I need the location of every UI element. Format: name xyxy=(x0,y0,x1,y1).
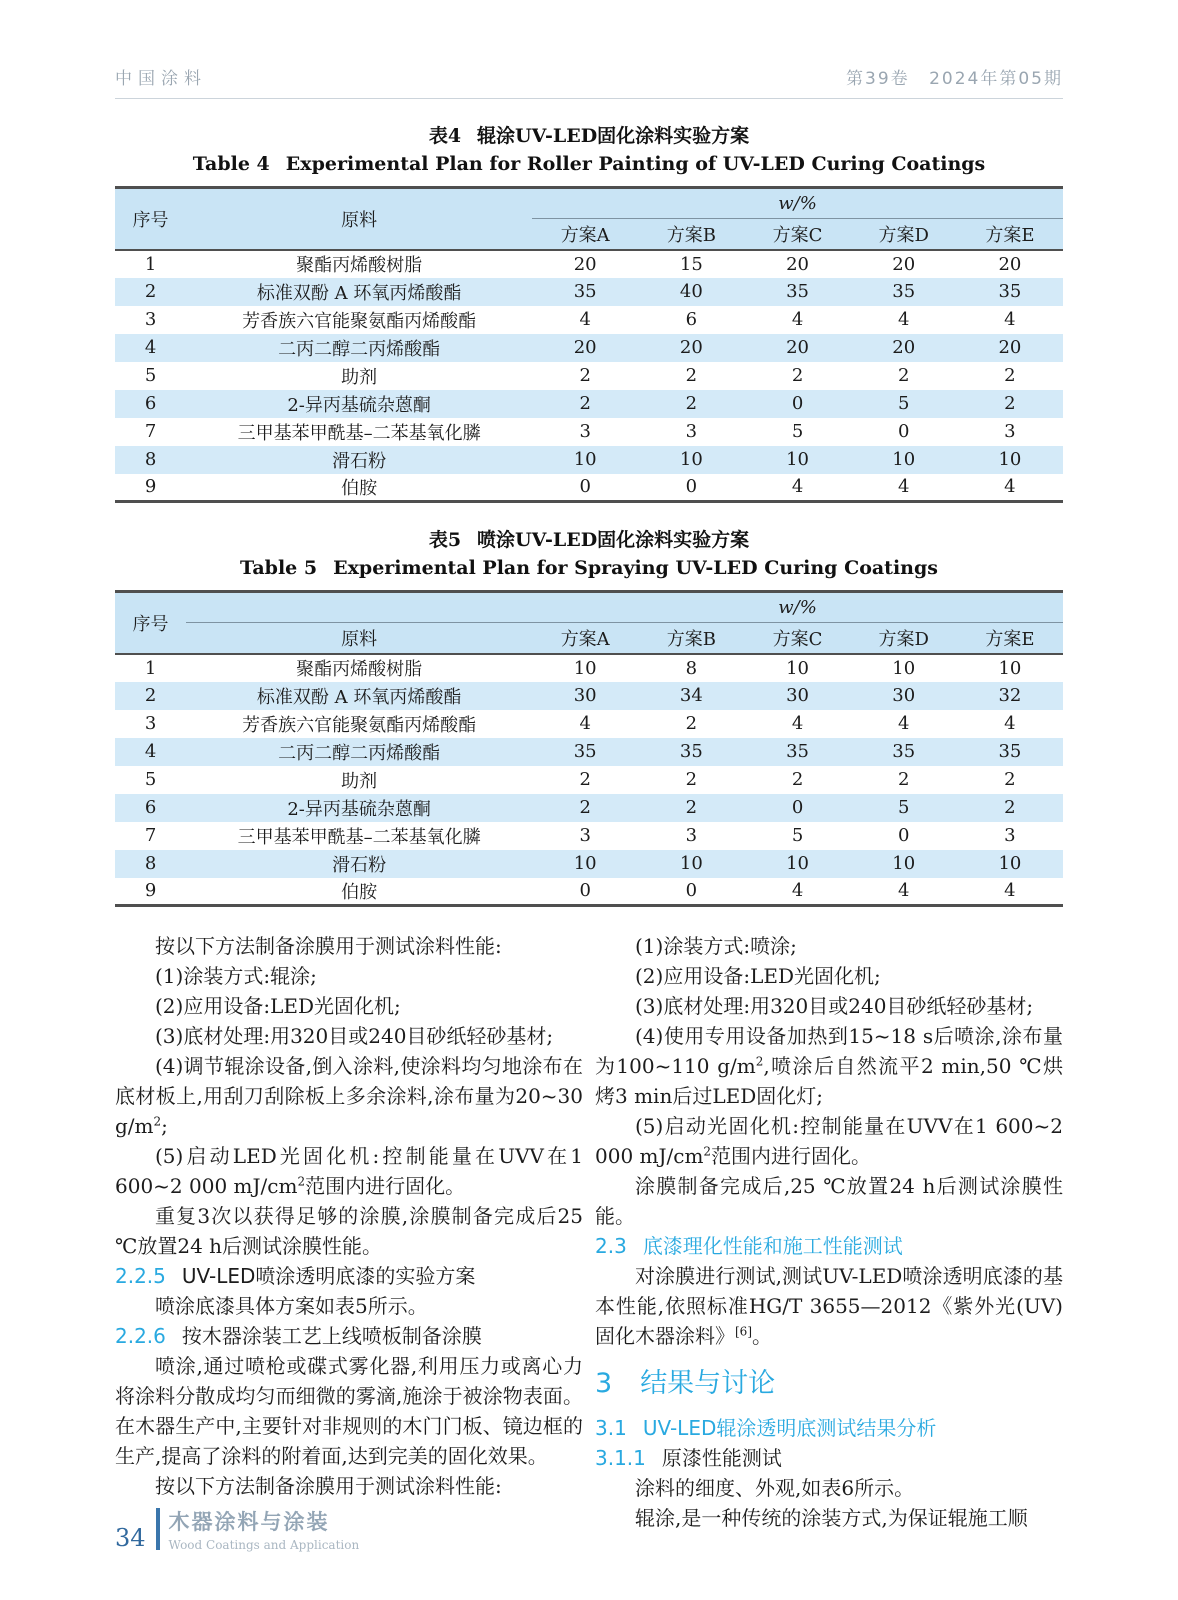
cell-value: 10 xyxy=(744,446,850,474)
cell-value: 35 xyxy=(851,278,957,306)
cell-value: 3 xyxy=(1004,825,1016,846)
cell-value: 35 xyxy=(744,738,850,766)
cell-value: 4 xyxy=(1004,476,1016,498)
cell-value: 2 xyxy=(897,365,910,386)
cell-value: 2 xyxy=(957,390,1063,418)
column-header-plan: 方案E xyxy=(957,623,1063,654)
cell-material: 三甲基苯甲酰基–二苯基氧化膦 xyxy=(237,826,481,848)
table-row xyxy=(115,334,1063,362)
cell-value: 30 xyxy=(851,682,957,710)
table4-caption xyxy=(115,121,1063,175)
running-header xyxy=(115,0,1063,99)
cell-material: 2-异丙基硫杂蒽酮 xyxy=(186,390,532,418)
cell-value: 35 xyxy=(957,738,1063,766)
paragraph xyxy=(595,1021,1063,1111)
footer-title-en: Wood Coatings and Application xyxy=(168,1538,360,1552)
cell-value: 10 xyxy=(957,850,1063,878)
table-row xyxy=(115,362,1063,390)
column-header-spacer xyxy=(186,592,532,623)
cell-value: 32 xyxy=(957,682,1063,710)
cell-material: 芳香族六官能聚氨酯丙烯酸酯 xyxy=(242,714,477,736)
table-header-row xyxy=(115,623,1063,654)
column-header-plan: 方案E xyxy=(957,219,1063,250)
superscript: 2 xyxy=(703,1144,712,1159)
table-row xyxy=(115,850,1063,878)
superscript: [6] xyxy=(735,1324,752,1339)
table-row xyxy=(115,474,1063,502)
column-header-plan: 方案C xyxy=(744,623,850,654)
cell-value: 0 xyxy=(897,421,910,442)
column-header-index: 序号 xyxy=(115,592,186,654)
paragraph xyxy=(595,1261,1063,1351)
text-run: 范围内进行固化。 xyxy=(305,1174,466,1198)
table4-title-cn: 辊涂UV-LED固化涂料实验方案 xyxy=(477,125,750,147)
cell-value: 20 xyxy=(744,334,850,362)
cell-material: 助剂 xyxy=(341,366,378,388)
cell-value: 4 xyxy=(1004,713,1016,734)
cell-material: 滑石粉 xyxy=(186,446,532,474)
paragraph xyxy=(115,1051,583,1141)
paragraph xyxy=(595,1111,1063,1171)
cell-value: 2 xyxy=(532,794,638,822)
column-header-plan: 方案C xyxy=(744,219,850,250)
cell-value: 20 xyxy=(851,334,957,362)
paragraph: 重复3次以获得足够的涂膜,涂膜制备完成后25 ℃放置24 h后测试涂膜性能。 xyxy=(115,1204,583,1258)
table-row xyxy=(115,710,1063,738)
cell-material: 芳香族六官能聚氨酯丙烯酸酯 xyxy=(242,310,477,332)
text-column-right xyxy=(595,931,1063,1533)
table4-title-en: Experimental Plan for Roller Painting of UV-LED Curing Coatings xyxy=(285,153,986,175)
paragraph: (1)涂装方式:辊涂; xyxy=(155,964,317,988)
cell-material: 标准双酚 A 环氧丙烯酸酯 xyxy=(186,682,532,710)
cell-index: 8 xyxy=(115,850,186,878)
cell-value: 34 xyxy=(638,682,744,710)
section-number: 3.1.1 xyxy=(595,1446,646,1470)
cell-value: 20 xyxy=(998,253,1022,275)
table-row xyxy=(115,390,1063,418)
table-row xyxy=(115,878,1063,906)
section-heading xyxy=(595,1367,1063,1401)
text-run: 范围内进行固化。 xyxy=(711,1144,872,1168)
superscript: 2 xyxy=(755,1054,764,1069)
table-row xyxy=(115,278,1063,306)
cell-material: 伯胺 xyxy=(341,881,378,903)
cell-value: 40 xyxy=(638,278,744,306)
cell-value: 10 xyxy=(957,446,1063,474)
cell-index: 3 xyxy=(144,713,157,734)
cell-index: 2 xyxy=(115,682,186,710)
cell-value: 4 xyxy=(1004,880,1016,902)
paragraph: 喷涂底漆具体方案如表5所示。 xyxy=(155,1294,428,1318)
text-run: (4)使用专用设备加热到15~18 s后喷涂,涂布量为100~110 g/m xyxy=(595,1024,1063,1078)
paragraph: 按以下方法制备涂膜用于测试涂料性能: xyxy=(155,1474,502,1498)
paragraph xyxy=(115,1141,583,1201)
cell-value: 10 xyxy=(532,446,638,474)
cell-index: 9 xyxy=(144,880,157,902)
cell-value: 15 xyxy=(679,253,703,275)
table5-caption-en xyxy=(115,557,1063,579)
cell-value: 0 xyxy=(685,476,698,498)
cell-material: 二丙二醇二丙烯酸酯 xyxy=(186,334,532,362)
paragraph: (1)涂装方式:喷涂; xyxy=(635,934,797,958)
body-text xyxy=(115,931,1063,1533)
cell-value: 0 xyxy=(685,880,698,902)
cell-index: 9 xyxy=(144,476,157,498)
cell-material: 三甲基苯甲酰基–二苯基氧化膦 xyxy=(237,422,481,444)
cell-value: 4 xyxy=(897,880,910,902)
paragraph: 辊涂,是一种传统的涂装方式,为保证辊施工顺 xyxy=(635,1506,1028,1530)
section-number: 2.2.5 xyxy=(115,1264,166,1288)
cell-value: 20 xyxy=(532,334,638,362)
cell-value: 4 xyxy=(579,309,591,330)
cell-value: 10 xyxy=(892,657,916,679)
section-title: 底漆理化性能和施工性能测试 xyxy=(642,1234,903,1258)
cell-value: 35 xyxy=(638,738,744,766)
cell-value: 5 xyxy=(791,421,804,442)
cell-index: 1 xyxy=(144,657,157,679)
footer-bar xyxy=(156,1508,160,1550)
cell-value: 30 xyxy=(744,682,850,710)
cell-value: 2 xyxy=(791,365,804,386)
cell-material: 滑石粉 xyxy=(186,850,532,878)
issue-info xyxy=(832,64,1063,89)
cell-value: 10 xyxy=(638,446,744,474)
cell-value: 2 xyxy=(685,365,698,386)
cell-value: 10 xyxy=(786,657,809,679)
table4-label-cn: 表4 xyxy=(428,125,462,147)
cell-value: 3 xyxy=(685,825,698,846)
cell-value: 0 xyxy=(744,794,850,822)
superscript: 2 xyxy=(153,1114,162,1129)
table4-caption-en xyxy=(115,153,1063,175)
cell-value: 8 xyxy=(685,657,698,679)
cell-index: 2 xyxy=(115,278,186,306)
table-header xyxy=(115,188,1063,250)
cell-value: 2 xyxy=(685,713,698,734)
cell-value: 3 xyxy=(685,421,698,442)
cell-value: 2 xyxy=(638,794,744,822)
text-column-left xyxy=(115,931,583,1533)
table-row xyxy=(115,794,1063,822)
cell-value: 5 xyxy=(851,390,957,418)
table-header-row xyxy=(115,592,1063,623)
cell-value: 6 xyxy=(685,309,698,330)
section-heading xyxy=(115,1321,583,1351)
cell-value: 10 xyxy=(998,657,1022,679)
cell-value: 4 xyxy=(579,713,591,734)
text-run: (5)启动光固化机:控制能量在UVV在1 600~2 000 mJ/cm xyxy=(595,1114,1063,1168)
column-header-material: 原料 xyxy=(186,623,532,654)
paragraph: (3)底材处理:用320目或240目砂纸轻砂基材; xyxy=(155,1024,554,1048)
cell-value: 10 xyxy=(744,850,850,878)
cell-material: 2-异丙基硫杂蒽酮 xyxy=(186,794,532,822)
cell-material: 二丙二醇二丙烯酸酯 xyxy=(186,738,532,766)
cell-value: 2 xyxy=(579,769,591,790)
table-row xyxy=(115,250,1063,278)
paragraph: 按以下方法制备涂膜用于测试涂料性能: xyxy=(155,934,502,958)
cell-value: 4 xyxy=(897,476,910,498)
table-header-row xyxy=(115,188,1063,219)
text-run: ; xyxy=(161,1114,168,1138)
section-title: UV-LED喷涂透明底漆的实验方案 xyxy=(181,1264,476,1288)
cell-index: 4 xyxy=(115,334,186,362)
cell-material: 助剂 xyxy=(341,770,378,792)
cell-value: 4 xyxy=(791,880,804,902)
paragraph: (3)底材处理:用320目或240目砂纸轻砂基材; xyxy=(635,994,1034,1018)
cell-value: 0 xyxy=(897,825,910,846)
table-row xyxy=(115,654,1063,682)
section-number: 3.1 xyxy=(595,1416,627,1440)
cell-value: 30 xyxy=(532,682,638,710)
section-number: 2.3 xyxy=(595,1234,627,1258)
cell-value: 3 xyxy=(579,421,591,442)
cell-material: 标准双酚 A 环氧丙烯酸酯 xyxy=(186,278,532,306)
table-body xyxy=(115,654,1063,906)
section-heading xyxy=(595,1413,1063,1443)
cell-index: 4 xyxy=(115,738,186,766)
table5-label-en: Table 5 xyxy=(240,557,318,579)
column-header-index: 序号 xyxy=(115,188,186,250)
paragraph: (2)应用设备:LED光固化机; xyxy=(635,964,881,988)
page-number: 34 xyxy=(115,1524,146,1552)
table5-caption xyxy=(115,525,1063,579)
column-header-plan: 方案A xyxy=(532,219,638,250)
table-row xyxy=(115,822,1063,850)
issue-number: 2024年第05期 xyxy=(929,69,1063,89)
section-heading xyxy=(595,1443,1063,1473)
section-number: 2.2.6 xyxy=(115,1324,166,1348)
cell-value: 5 xyxy=(851,794,957,822)
journal-name: 中国涂料 xyxy=(115,69,207,89)
cell-value: 10 xyxy=(573,657,597,679)
superscript: 2 xyxy=(297,1174,306,1189)
paragraph: 涂膜制备完成后,25 ℃放置24 h后测试涂膜性能。 xyxy=(595,1174,1063,1228)
section-heading xyxy=(595,1231,1063,1261)
column-header-plan: 方案B xyxy=(638,219,744,250)
cell-value: 10 xyxy=(638,850,744,878)
cell-value: 4 xyxy=(791,713,804,734)
cell-index: 3 xyxy=(144,309,157,330)
cell-value: 4 xyxy=(1004,309,1016,330)
section-number: 3 xyxy=(595,1368,613,1399)
table-row xyxy=(115,446,1063,474)
cell-value: 10 xyxy=(851,446,957,474)
cell-value: 2 xyxy=(1004,769,1016,790)
cell-index: 7 xyxy=(144,825,157,846)
cell-index: 6 xyxy=(115,390,186,418)
table-header xyxy=(115,592,1063,654)
column-header-weight-percent: w/% xyxy=(532,188,1063,219)
cell-value: 35 xyxy=(532,278,638,306)
cell-value: 35 xyxy=(851,738,957,766)
table4-experimental-plan-roller xyxy=(115,186,1063,503)
cell-index: 1 xyxy=(144,253,157,275)
cell-value: 3 xyxy=(1004,421,1016,442)
column-header-weight-percent: w/% xyxy=(532,592,1063,623)
table-row xyxy=(115,306,1063,334)
table5-experimental-plan-spraying xyxy=(115,590,1063,907)
table5-title-cn: 喷涂UV-LED固化涂料实验方案 xyxy=(477,529,750,551)
section-title: 结果与讨论 xyxy=(640,1368,776,1399)
cell-value: 2 xyxy=(638,390,744,418)
table-row xyxy=(115,738,1063,766)
cell-value: 20 xyxy=(892,253,916,275)
cell-value: 35 xyxy=(744,278,850,306)
cell-material: 聚酯丙烯酸树脂 xyxy=(296,255,423,276)
table4-label-en: Table 4 xyxy=(192,153,270,175)
footer-titles xyxy=(169,1506,360,1552)
column-header-plan: 方案B xyxy=(638,623,744,654)
table5-caption-cn xyxy=(115,525,1063,552)
text-run: 对涂膜进行测试,测试UV-LED喷涂透明底漆的基本性能,依照标准HG/T 3655—2012《紫外光(UV)固化木器涂料》 xyxy=(595,1264,1063,1348)
cell-index: 7 xyxy=(144,421,157,442)
cell-value: 2 xyxy=(791,769,804,790)
table5-label-cn: 表5 xyxy=(428,529,462,551)
cell-value: 2 xyxy=(532,390,638,418)
table-row xyxy=(115,766,1063,794)
cell-index: 5 xyxy=(144,365,157,386)
cell-index: 5 xyxy=(144,769,157,790)
section-title: 原漆性能测试 xyxy=(661,1446,782,1470)
column-header-plan: 方案D xyxy=(851,219,957,250)
cell-value: 4 xyxy=(791,476,804,498)
cell-material: 聚酯丙烯酸树脂 xyxy=(296,659,423,680)
cell-value: 20 xyxy=(573,253,597,275)
section-title: UV-LED辊涂透明底测试结果分析 xyxy=(642,1416,937,1440)
cell-value: 20 xyxy=(786,253,809,275)
cell-material: 伯胺 xyxy=(341,477,378,499)
text-run: (5)启动LED光固化机:控制能量在UVV在1 600~2 000 mJ/cm xyxy=(115,1144,583,1198)
cell-value: 0 xyxy=(579,476,591,498)
cell-value: 5 xyxy=(791,825,804,846)
footer-title-cn: 木器涂料与涂装 xyxy=(168,1510,330,1534)
cell-value: 4 xyxy=(791,309,804,330)
cell-value: 2 xyxy=(957,794,1063,822)
paragraph: (2)应用设备:LED光固化机; xyxy=(155,994,401,1018)
cell-value: 2 xyxy=(685,769,698,790)
cell-index: 6 xyxy=(115,794,186,822)
paragraph: 喷涂,通过喷枪或碟式雾化器,利用压力或离心力将涂料分散成均匀而细微的雾滴,施涂于被涂物表面。在木器生产中,主要针对非规则的木门门板、镜边框的生产,提高了涂料的附着面,达到完美的固化效果。 xyxy=(115,1354,583,1468)
cell-value: 20 xyxy=(638,334,744,362)
text-run: (4)调节辊涂设备,倒入涂料,使涂料均匀地涂布在底材板上,用刮刀刮除板上多余涂料,涂布量为20~30 g/m xyxy=(115,1054,583,1138)
section-heading xyxy=(115,1261,583,1291)
table5-title-en: Experimental Plan for Spraying UV-LED Curing Coatings xyxy=(333,557,938,579)
cell-value: 4 xyxy=(897,713,910,734)
cell-value: 2 xyxy=(897,769,910,790)
column-header-plan: 方案A xyxy=(532,623,638,654)
paragraph: 涂料的细度、外观,如表6所示。 xyxy=(635,1476,915,1500)
table-body xyxy=(115,250,1063,502)
cell-value: 35 xyxy=(957,278,1063,306)
running-footer xyxy=(115,1506,359,1552)
text-run: 。 xyxy=(752,1324,772,1348)
issue-volume: 第39卷 xyxy=(846,69,910,89)
cell-value: 4 xyxy=(897,309,910,330)
cell-value: 10 xyxy=(532,850,638,878)
cell-value: 20 xyxy=(957,334,1063,362)
column-header-material: 原料 xyxy=(186,188,532,250)
table-row xyxy=(115,682,1063,710)
section-title: 按木器涂装工艺上线喷板制备涂膜 xyxy=(181,1324,482,1348)
cell-value: 2 xyxy=(579,365,591,386)
cell-value: 2 xyxy=(1004,365,1016,386)
table-row xyxy=(115,418,1063,446)
text-run: ,喷涂后自然流平2 min,50 ℃烘烤3 min后过LED固化灯; xyxy=(595,1054,1064,1108)
table4-caption-cn xyxy=(115,121,1063,148)
column-header-plan: 方案D xyxy=(851,623,957,654)
cell-value: 10 xyxy=(851,850,957,878)
cell-value: 3 xyxy=(579,825,591,846)
cell-value: 0 xyxy=(579,880,591,902)
cell-index: 8 xyxy=(115,446,186,474)
cell-value: 0 xyxy=(744,390,850,418)
cell-value: 35 xyxy=(532,738,638,766)
